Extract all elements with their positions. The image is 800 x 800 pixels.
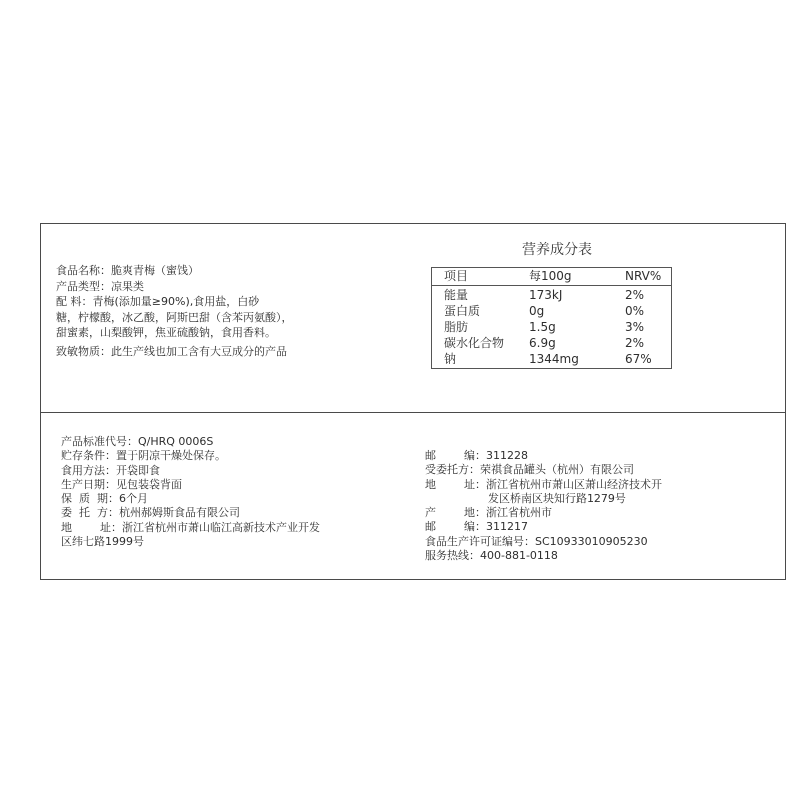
manufacturer-info-left: [61, 435, 361, 549]
ingredients-line-1: 配 料：青梅(添加量≥90%),食用盐，白砂: [56, 295, 260, 308]
product-info-block: [56, 263, 331, 359]
storage-line: 贮存条件：置于阴凉干燥处保存。: [61, 449, 226, 463]
row-energy-value: 173kJ: [529, 288, 563, 302]
header-item: 项目: [444, 269, 469, 283]
nutrition-title: 营养成分表: [522, 242, 592, 258]
standard-code-line: 产品标准代号：Q/HRQ 0006S: [61, 435, 214, 448]
row-protein-value: 0g: [529, 304, 545, 318]
row-carbohydrate-value: 6.9g: [529, 336, 556, 350]
product-name-line: 食品名称：脆爽青梅（蜜饯）: [56, 264, 199, 277]
production-date-line: 生产日期：见包装袋背面: [61, 477, 182, 491]
header-per-100g: 每100g: [529, 269, 572, 283]
hotline-line: 服务热线：400-881-0118: [425, 549, 558, 563]
usage-line: 食用方法：开袋即食: [61, 463, 160, 477]
shelf-life-line: 保 质 期：6个月: [61, 492, 148, 506]
ingredients-line-2: 糖，柠檬酸，冰乙酸，阿斯巴甜（含苯丙氨酸），: [56, 310, 293, 324]
row-fat-nrv: 3%: [625, 320, 645, 334]
contractor-line: 受委托方：荣祺食品罐头（杭州）有限公司: [425, 463, 634, 477]
allergen-line: 致敏物质：此生产线也加工含有大豆成分的产品: [56, 344, 287, 358]
client-postcode-line: 邮 编：311228: [425, 449, 528, 462]
row-energy-name: 能量: [444, 288, 469, 302]
contractor-postcode-line: 邮 编：311217: [425, 520, 528, 534]
row-fat-value: 1.5g: [529, 320, 556, 334]
nutrition-header-row: [432, 268, 671, 286]
row-sodium-name: 钠: [444, 352, 457, 366]
license-number-line: 食品生产许可证编号：SC10933010905230: [425, 534, 648, 548]
row-sodium-nrv: 67%: [625, 352, 652, 366]
row-protein-name: 蛋白质: [444, 304, 481, 318]
contractor-address-line-1: 地 址：浙江省杭州市萧山区萧山经济技术开: [425, 477, 662, 491]
header-nrv: NRV%: [625, 269, 662, 283]
ingredients-line-3: 甜蜜素，山梨酸钾，焦亚硫酸钠，食用香料。: [56, 326, 276, 339]
row-carbohydrate-nrv: 2%: [625, 336, 645, 350]
row-fat-name: 脂肪: [444, 320, 469, 334]
section-divider: [41, 412, 785, 413]
manufacturer-info-right: [425, 449, 725, 563]
row-energy-nrv: 2%: [625, 288, 645, 302]
contractor-address-line-2: 发区桥南区块知行路1279号: [425, 491, 626, 505]
row-carbohydrate-name: 碳水化合物: [444, 336, 505, 350]
row-sodium-value: 1344mg: [529, 352, 579, 366]
origin-line: 产 地：浙江省杭州市: [425, 506, 552, 520]
row-protein-nrv: 0%: [625, 304, 645, 318]
nutrition-table: [431, 267, 672, 369]
client-address-line-2: 区纬七路1999号: [61, 535, 144, 549]
client-address-line-1: 地 址：浙江省杭州市萧山临江高新技术产业开发: [61, 520, 320, 534]
product-type-line: 产品类型：凉果类: [56, 279, 144, 293]
client-line: 委 托 方：杭州郝姆斯食品有限公司: [61, 506, 240, 520]
food-label-panel: [40, 223, 786, 580]
